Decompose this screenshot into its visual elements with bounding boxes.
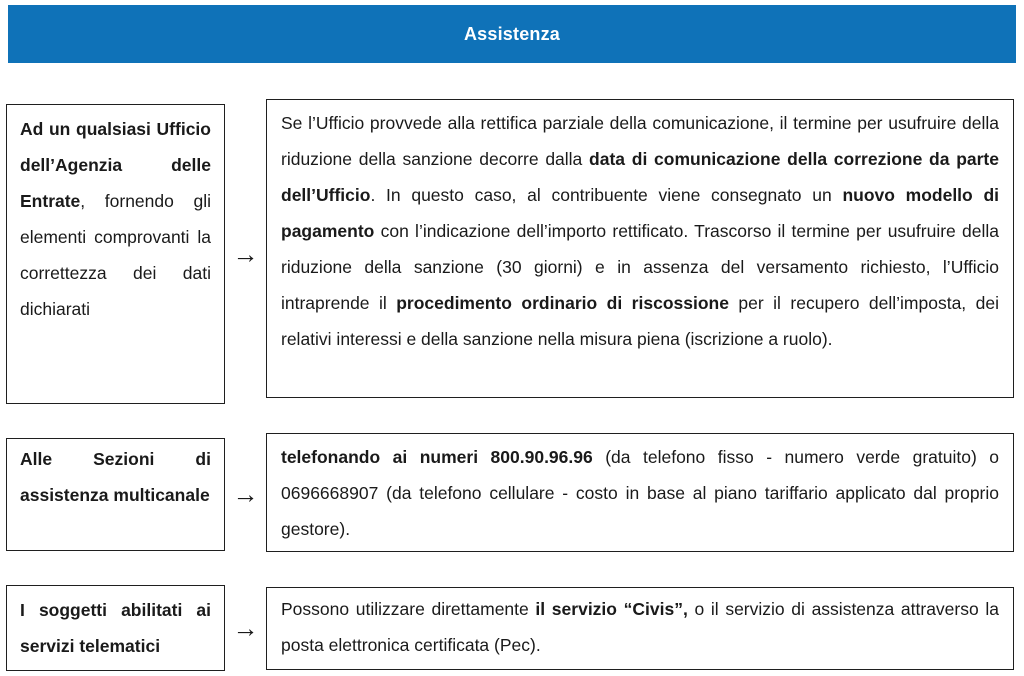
row2-left-box: Alle Sezioni di assistenza multicanale: [6, 438, 225, 551]
row1-right-box: Se l’Ufficio provvede alla rettifica parziale della comunicazione, il termine per usufruire della riduzione della sanzione decorre dalla data di comunicazione della correzione da parte dell’Ufficio. In questo caso, al contribuente viene consegnato un nuovo modello di pagamento con l’indicazione dell’importo rettificato. Trascorso il termine per usufruire della riduzione della sanzione (30 giorni) e in assenza del versamento richiesto, l’Ufficio intraprende il procedimento ordinario di riscossione per il recupero dell’imposta, dei relativi interessi e della sanzione nella misura piena (iscrizione a ruolo).: [266, 99, 1014, 398]
row1-left-box: Ad un qualsiasi Ufficio dell’Agenzia delle Entrate, fornendo gli elementi comprovanti la correttezza dei dati dichiarati: [6, 104, 225, 404]
row3-left-box: I soggetti abilitati ai servizi telematici: [6, 585, 225, 671]
header-bar: [8, 5, 1016, 63]
row2-right-box: telefonando ai numeri 800.90.96.96 (da telefono fisso - numero verde gratuito) o 0696668907 (da telefono cellulare - costo in base al piano tariffario applicato dal proprio gestore).: [266, 433, 1014, 552]
row1-arrow-icon: →: [232, 238, 259, 269]
row2-arrow-icon: →: [232, 479, 259, 509]
row3-right-box: Possono utilizzare direttamente il servizio “Civis”, o il servizio di assistenza attraverso la posta elettronica certificata (Pec).: [266, 587, 1014, 670]
row3-arrow-icon: →: [232, 612, 259, 643]
header-title: Assistenza: [463, 23, 561, 44]
